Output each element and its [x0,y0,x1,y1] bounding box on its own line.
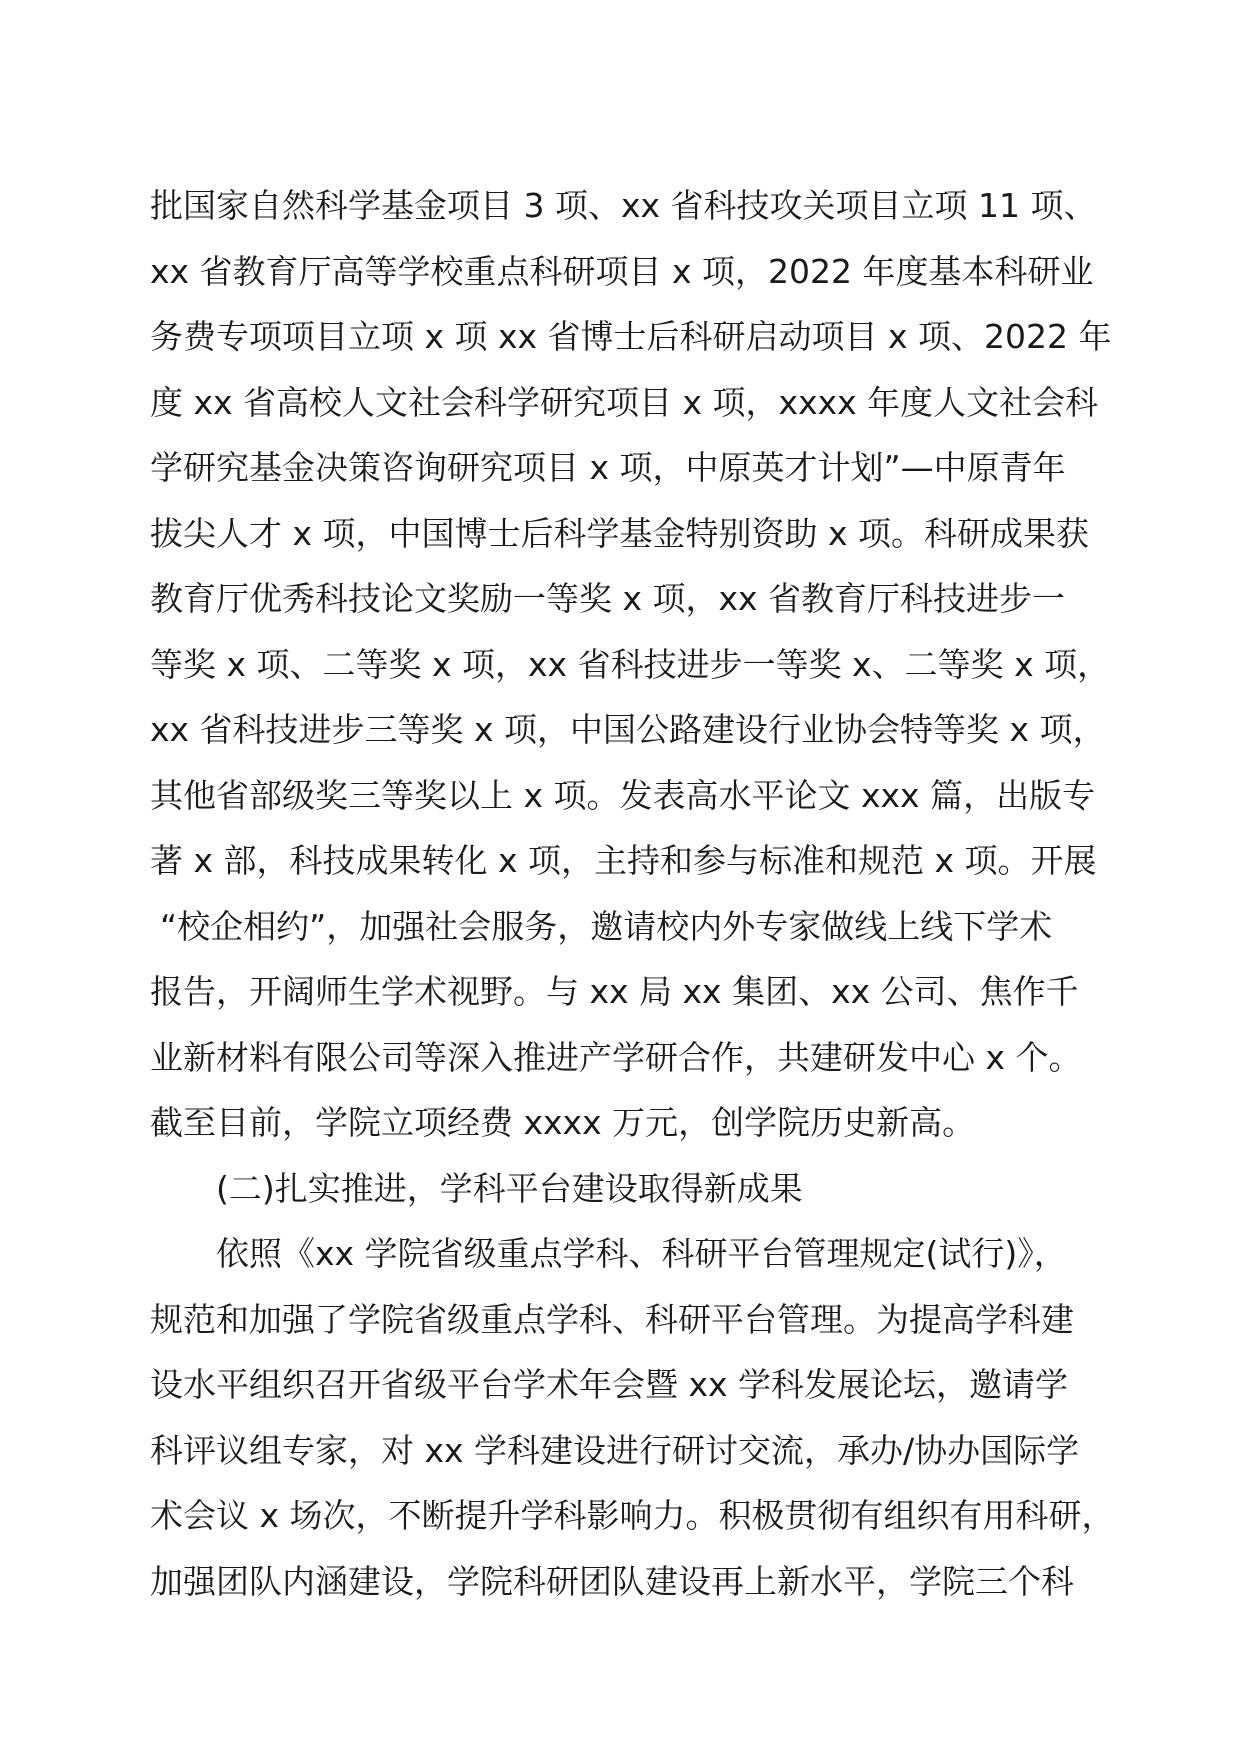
text-line: 等奖 x 项、二等奖 x 项，xx 省科技进步一等奖 x、二等奖 x 项， [150,644,1111,684]
text-line: 其他省部级奖三等奖以上 x 项。发表高水平论文 xxx 篇，出版专 [150,775,1096,815]
text-line: 务费专项项目立项 x 项 xx 省博士后科研启动项目 x 项、2022 年 [150,317,1112,356]
text-line: 度 xx 省高校人文社会科学研究项目 x 项，xxxx 年度人文社会科 [150,382,1099,422]
text-line: xx 省教育厅高等学校重点科研项目 x 项，2022 年度基本科研业 [150,251,1094,291]
section-heading: (二)扎实推进，学科平台建设取得新成果 [216,1168,803,1208]
text-line: 报告，开阔师生学术视野。与 xx 局 xx 集团、xx 公司、焦作千 [150,972,1079,1011]
text-line: 设水平组织召开省级平台学术年会暨 xx 学科发展论坛，邀请学 [150,1365,1069,1404]
text-line: 加强团队内涵建设，学院科研团队建设再上新水平，学院三个科 [150,1561,1074,1601]
text-line: 教育厅优秀科技论文奖励一等奖 x 项，xx 省教育厅科技进步一 [150,579,1066,618]
text-line: 规范和加强了学院省级重点学科、科研平台管理。为提高学科建 [150,1299,1074,1339]
text-line: 截至目前，学院立项经费 xxxx 万元，创学院历史新高。 [150,1103,976,1142]
text-line: 科评议组专家，对 xx 学科建设进行研讨交流，承办/协办国际学 [150,1430,1080,1470]
text-line: “校企相约”，加强社会服务，邀请校内外专家做线上线下学术 [160,906,1053,946]
text-line: 学研究基金决策咨询研究项目 x 项，中原英才计划”—中原青年 [150,448,1066,487]
text-line: 术会议 x 场次，不断提升学科影响力。积极贯彻有组织有用科研， [150,1496,1115,1535]
text-line: 业新材料有限公司等深入推进产学研合作，共建研发中心 x 个。 [150,1037,1082,1077]
body-text [150,173,1130,1614]
text-line: 批国家自然科学基金项目 3 项、xx 省科技攻关项目立项 11 项、 [150,186,1097,225]
text-line: xx 省科技进步三等奖 x 项，中国公路建设行业协会特等奖 x 项， [150,710,1106,749]
text-line: 著 x 部，科技成果转化 x 项，主持和参与标准和规范 x 项。开展 [150,841,1097,880]
paragraph-first-line: 依照《xx 学院省级重点学科、科研平台管理规定(试行)》， [216,1234,1067,1273]
text-line: 拔尖人才 x 项，中国博士后科学基金特别资助 x 项。科研成果获 [150,513,1090,553]
